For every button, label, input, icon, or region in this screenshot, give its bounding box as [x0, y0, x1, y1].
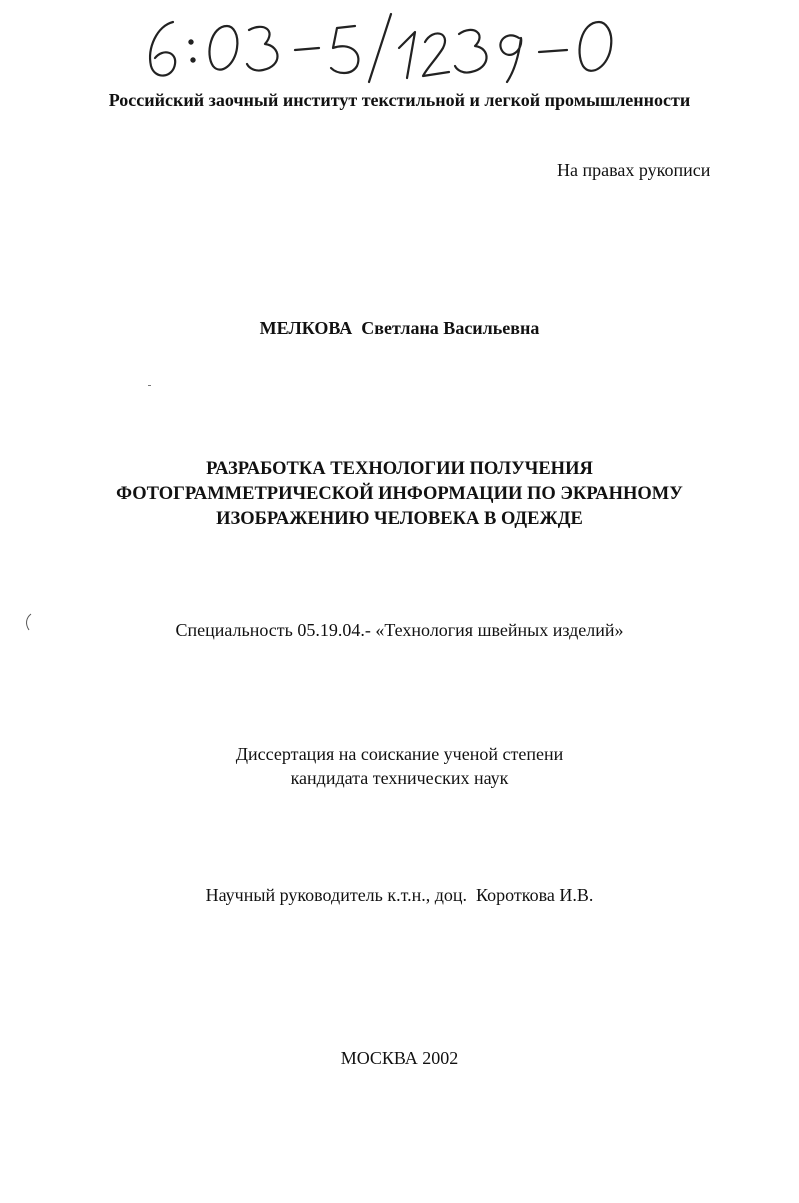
city-year: МОСКВА 2002 [340, 1048, 459, 1068]
institute-name: Российский заочный институт текстильной и легкой промышленности [108, 90, 691, 110]
manuscript-rights-note: На правах рукописи [557, 160, 711, 180]
title-line: ФОТОГРАММЕТРИЧЕСКОЙ ИНФОРМАЦИИ ПО ЭКРАННОМУ [116, 484, 683, 504]
title-line: ИЗОБРАЖЕНИЮ ЧЕЛОВЕКА В ОДЕЖДЕ [216, 509, 583, 529]
specialty: Специальность 05.19.04.- «Технология швейных изделий» [175, 620, 624, 640]
scientific-supervisor: Научный руководитель к.т.н., доц. Короткова И.В. [205, 885, 594, 905]
degree-line: Диссертация на соискание ученой степени [235, 744, 564, 764]
scan-speck [148, 385, 151, 386]
dissertation-title [0, 457, 799, 532]
author-name: МЕЛКОВА Светлана Васильевна [259, 318, 540, 338]
degree-statement [0, 742, 799, 790]
degree-line: кандидата технических наук [290, 768, 509, 788]
title-line: РАЗРАБОТКА ТЕХНОЛОГИИ ПОЛУЧЕНИЯ [206, 459, 593, 479]
handwritten-archive-number [135, 8, 635, 88]
